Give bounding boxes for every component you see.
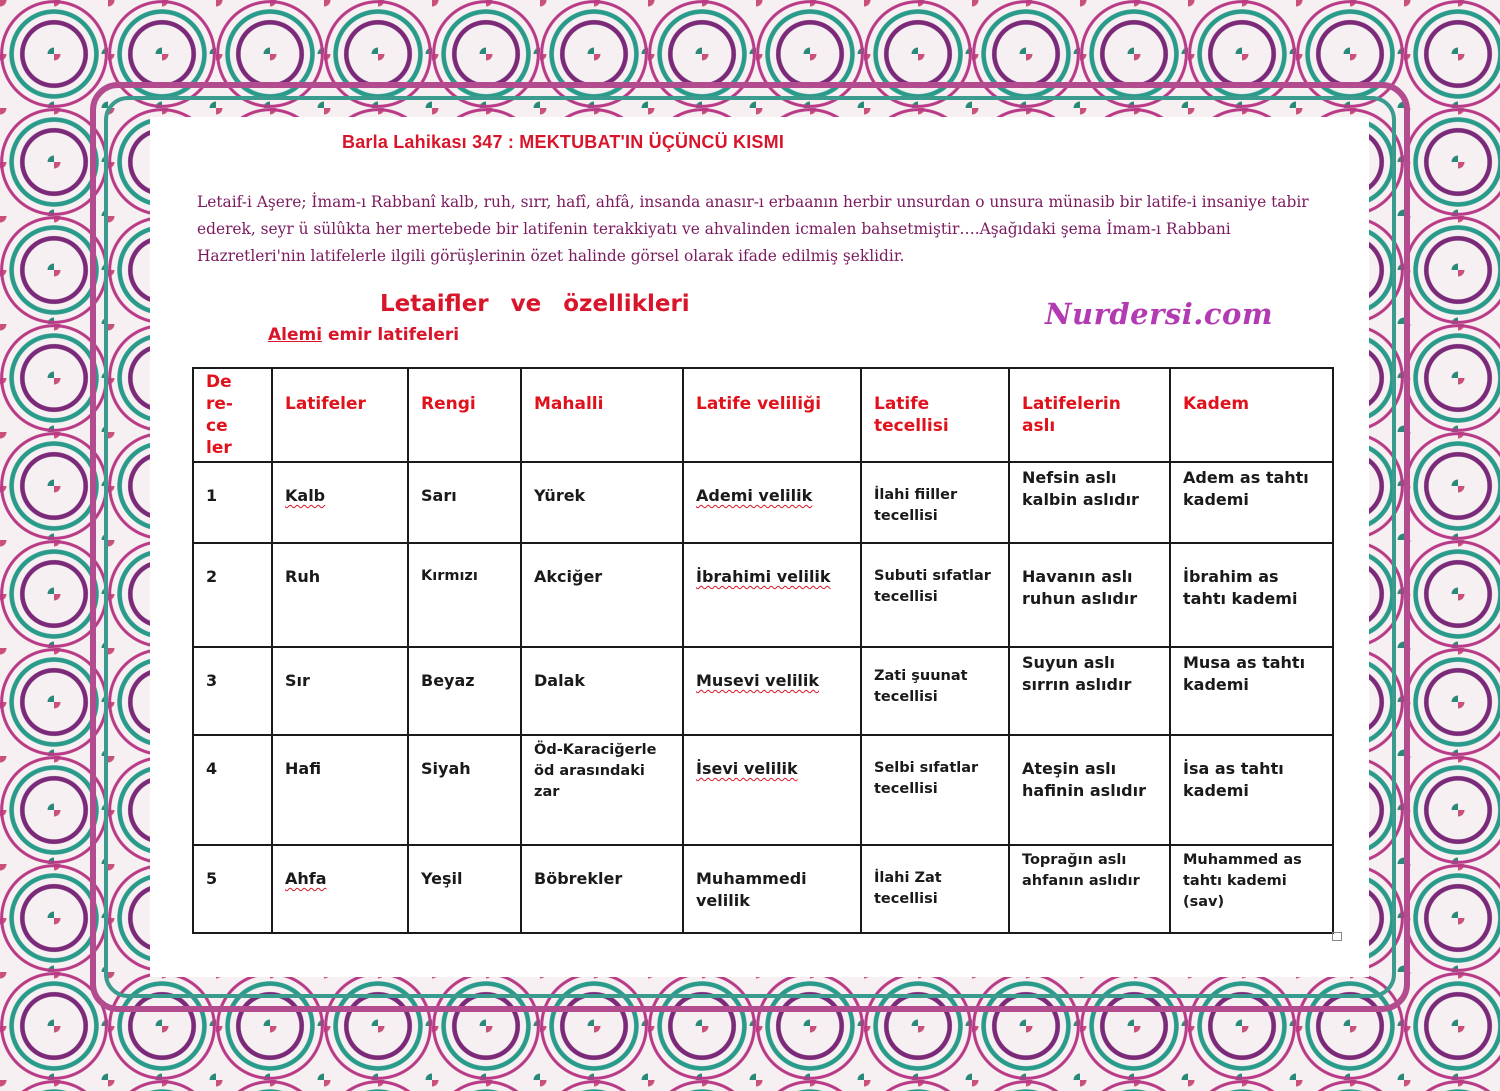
- page-title: Barla Lahikası 347 : MEKTUBAT'IN ÜÇÜNCÜ KISMI: [342, 132, 785, 152]
- cell-tecelli: Subuti sıfatlar tecellisi: [861, 543, 1009, 647]
- cell-velilik-text: Ademi velilik: [696, 486, 813, 505]
- cell-tecelli: İlahi Zat tecellisi: [861, 845, 1009, 933]
- cell-latife: [272, 462, 408, 543]
- cell-velilik: [683, 462, 861, 543]
- section-heading-rest: emir latifeleri: [327, 325, 460, 345]
- header-rengi: Rengi: [408, 368, 521, 462]
- cell-rengi: Yeşil: [408, 845, 521, 933]
- cell-velilik: [683, 543, 861, 647]
- header-veliligi: Latife veliliği: [683, 368, 861, 462]
- table-resize-handle: [1332, 932, 1342, 941]
- cell-velilik-text: İbrahimi velilik: [696, 567, 831, 586]
- table-row: [193, 647, 1333, 735]
- cell-kadem: İsa as tahtı kademi: [1170, 735, 1333, 845]
- cell-asli: Ateşin aslı hafinin aslıdır: [1009, 735, 1170, 845]
- intro-paragraph: Letaif-i Aşere; İmam-ı Rabbanî kalb, ruh, sırr, hafî, ahfâ, insanda anasır-ı erbaanın herbir unsurdan o unsura münasib bir latife-i insaniye tabir ederek, seyr ü sülûkta her mertebede bir latifenin terakkiyatı ve ahvalinden icmalen bahsetmiştir….Aşağıdaki şema İmam-ı Rabbani Hazretleri'nin latifelerle ilgili görüşlerinin özet halinde görsel olarak ifade edilmiş şeklidir.: [197, 193, 1309, 265]
- cell-rengi: Siyah: [408, 735, 521, 845]
- cell-latife-text: Ahfa: [285, 869, 327, 888]
- cell-asli: Nefsin aslı kalbin aslıdır: [1009, 462, 1170, 543]
- header-mahalli: Mahalli: [521, 368, 683, 462]
- table-header-row: [193, 368, 1333, 462]
- cell-asli: Havanın aslı ruhun aslıdır: [1009, 543, 1170, 647]
- cell-latife: [272, 845, 408, 933]
- cell-kadem: İbrahim as tahtı kademi: [1170, 543, 1333, 647]
- cell-derece: 4: [193, 735, 272, 845]
- cell-latife: Sır: [272, 647, 408, 735]
- cell-mahalli: Akciğer: [521, 543, 683, 647]
- cell-kadem: Musa as tahtı kademi: [1170, 647, 1333, 735]
- cell-derece: 3: [193, 647, 272, 735]
- cell-asli: Toprağın aslı ahfanın aslıdır: [1009, 845, 1170, 933]
- cell-tecelli: Zati şuunat tecellisi: [861, 647, 1009, 735]
- chart-subtitle: Letaifler ve özellikleri: [380, 291, 690, 317]
- latife-table: [192, 367, 1334, 934]
- cell-velilik: Muhammedi velilik: [683, 845, 861, 933]
- header-latifeler: Latifeler: [272, 368, 408, 462]
- cell-rengi: Beyaz: [408, 647, 521, 735]
- cell-tecelli: Selbi sıfatlar tecellisi: [861, 735, 1009, 845]
- cell-mahalli: Böbrekler: [521, 845, 683, 933]
- cell-derece: 2: [193, 543, 272, 647]
- cell-velilik-text: İsevi velilik: [696, 759, 798, 778]
- cell-kadem: Adem as tahtı kademi: [1170, 462, 1333, 543]
- header-derece: De re- ce ler: [193, 368, 272, 462]
- section-heading-word: Alemi: [268, 325, 323, 345]
- cell-tecelli: İlahi fiiller tecellisi: [861, 462, 1009, 543]
- header-kadem: Kadem: [1170, 368, 1333, 462]
- cell-velilik: [683, 647, 861, 735]
- table-row: [193, 462, 1333, 543]
- table-row: [193, 735, 1333, 845]
- cell-mahalli: Öd-Karaciğerle öd arasındaki zar: [521, 735, 683, 845]
- section-heading: [268, 325, 459, 345]
- cell-kadem: Muhammed as tahtı kademi (sav): [1170, 845, 1333, 933]
- site-watermark: Nurdersi.com: [1045, 297, 1274, 331]
- table-row: [193, 845, 1333, 933]
- cell-rengi: Kırmızı: [408, 543, 521, 647]
- header-asli: Latifelerin aslı: [1009, 368, 1170, 462]
- header-tecellisi: Latife tecellisi: [861, 368, 1009, 462]
- document-page: [150, 117, 1369, 977]
- cell-velilik: [683, 735, 861, 845]
- cell-derece: 1: [193, 462, 272, 543]
- cell-latife-text: Kalb: [285, 486, 326, 505]
- cell-latife: Ruh: [272, 543, 408, 647]
- cell-latife: Hafi: [272, 735, 408, 845]
- cell-mahalli: Yürek: [521, 462, 683, 543]
- cell-velilik-text: Musevi velilik: [696, 671, 820, 690]
- cell-derece: 5: [193, 845, 272, 933]
- cell-mahalli: Dalak: [521, 647, 683, 735]
- cell-rengi: Sarı: [408, 462, 521, 543]
- cell-asli: Suyun aslı sırrın aslıdır: [1009, 647, 1170, 735]
- table-row: [193, 543, 1333, 647]
